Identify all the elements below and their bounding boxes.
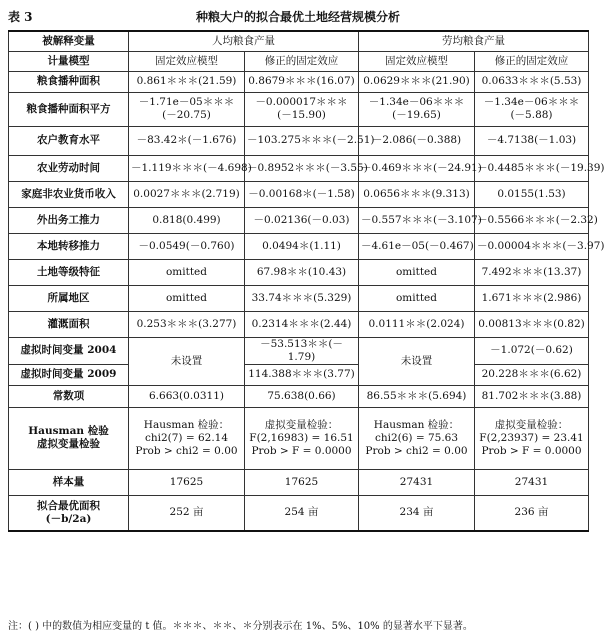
coef-cell <box>245 71 359 92</box>
coef-cell-line: －2.086(－0.388) <box>371 134 462 146</box>
table-row <box>9 469 589 495</box>
optimum-cell-line: 234 亩 <box>399 506 434 519</box>
row-label <box>9 181 129 207</box>
row-label-line: 常数项 <box>52 389 85 402</box>
coef-cell: 114.388＊＊＊(3.77) <box>245 364 359 385</box>
table-body <box>9 31 605 531</box>
row-label <box>9 126 129 155</box>
coef-cell-line: －0.02136(－0.03) <box>253 213 350 226</box>
row-label <box>9 207 129 233</box>
not-set-cell: 未设置 <box>359 337 475 385</box>
test-cell-line: 虚拟变量检验： <box>494 418 569 431</box>
test-cell-line: Prob > chi2 = 0.00 <box>135 444 238 457</box>
coef-cell: －1.072(－0.62) <box>475 337 589 364</box>
dep-var-group: 人均粮食产量 <box>129 31 359 51</box>
row-label-line: 拟合最优面积 <box>37 499 100 512</box>
row-label-line: 家庭非农业货币收入 <box>21 187 116 200</box>
regression-table <box>8 30 605 532</box>
model-name: 固定效应模型 <box>359 51 475 71</box>
row-label-line: 粮食播种面积 <box>37 75 100 87</box>
table-note: 注：( ) 中的数值为相应变量的 t 值。＊＊＊、＊＊、＊分别表示在 1%、5%、10% 的显著水平下显著。 <box>8 621 473 632</box>
coef-cell <box>129 385 245 407</box>
coef-cell-line: 7.492＊＊＊(13.37) <box>481 265 582 278</box>
coef-cell-line: －0.4485＊＊＊(－19.39) <box>477 161 605 174</box>
coef-cell <box>475 259 589 285</box>
row-label-line: 样本量 <box>52 475 85 488</box>
coef-cell-line: －83.42＊(－1.676) <box>136 134 237 146</box>
sample-cell <box>129 469 245 495</box>
coef-cell <box>245 259 359 285</box>
optimum-cell-line: 252 亩 <box>169 506 204 519</box>
sample-cell-line: 27431 <box>514 475 549 488</box>
table-row <box>9 181 589 207</box>
row-label-line: 虚拟变量检验 <box>37 438 100 450</box>
test-cell <box>475 407 589 469</box>
coef-cell-line: 0.0494＊(1.11) <box>262 239 341 252</box>
coef-cell-line: 0.00813＊＊＊(0.82) <box>478 317 585 330</box>
sample-cell <box>359 469 475 495</box>
coef-cell <box>245 207 359 233</box>
row-label <box>9 469 129 495</box>
table-row <box>9 259 589 285</box>
test-cell-line: Hausman 检验： <box>143 418 230 431</box>
row-label <box>9 71 129 92</box>
optimum-cell-line: 236 亩 <box>514 506 549 519</box>
test-cell-line: chi2(7) = 62.14 <box>144 431 229 444</box>
coef-cell <box>475 71 589 92</box>
coef-cell <box>129 71 245 92</box>
table-row <box>9 51 589 71</box>
coef-cell-line: 0.861＊＊＊(21.59) <box>136 75 237 87</box>
coef-cell <box>129 181 245 207</box>
optimum-cell <box>475 495 589 531</box>
not-set-cell: 未设置 <box>129 337 245 385</box>
coef-cell <box>245 385 359 407</box>
coef-cell-line: 0.8679＊＊＊(16.07) <box>248 75 355 87</box>
coef-cell-line: 6.663(0.0311) <box>149 389 224 402</box>
test-cell-line: 虚拟变量检验： <box>264 418 339 431</box>
coef-cell-line: －1.34e－06＊＊＊ <box>483 96 580 108</box>
coef-cell <box>475 207 598 233</box>
row-label: 虚拟时间变量 2009 <box>9 364 129 385</box>
table-row <box>9 285 589 311</box>
dep-var-label: 被解释变量 <box>9 31 129 51</box>
coef-cell-line: －0.5566＊＊＊(－2.32) <box>477 213 598 226</box>
sample-cell-line: 17625 <box>284 475 319 488</box>
sample-cell-line: 17625 <box>169 475 204 488</box>
test-cell <box>129 407 245 469</box>
sample-cell <box>475 469 589 495</box>
test-cell <box>245 407 359 469</box>
coef-cell-line: (－5.88) <box>510 109 553 121</box>
optimum-cell <box>245 495 359 531</box>
coef-cell-line: 0.253＊＊＊(3.277) <box>136 317 237 330</box>
table-row <box>9 233 589 259</box>
row-label-line: 农业劳动时间 <box>37 161 100 174</box>
coef-cell-line: 81.702＊＊＊(3.88) <box>481 389 582 402</box>
optimum-cell <box>129 495 245 531</box>
row-label-line: 土地等级特征 <box>37 265 100 278</box>
coef-cell <box>359 181 475 207</box>
coef-cell <box>245 233 359 259</box>
coef-cell-line: 0.0629＊＊＊(21.90) <box>363 75 470 87</box>
coef-cell-line: 0.0656＊＊＊(9.313) <box>363 187 470 200</box>
row-label-line: 本地转移推力 <box>37 239 100 252</box>
test-cell-line: chi2(6) = 75.63 <box>374 431 459 444</box>
table-row <box>9 31 589 51</box>
coef-cell <box>245 311 359 337</box>
row-label-line: Hausman 检验 <box>28 425 109 437</box>
coef-cell-line: 0.2314＊＊＊(2.44) <box>251 317 352 330</box>
test-cell-line: F(2,23937) = 23.41 <box>479 431 584 444</box>
coef-cell <box>129 207 245 233</box>
coef-cell <box>359 92 475 126</box>
coef-cell-line: omitted <box>395 291 437 304</box>
row-label-line: 所属地区 <box>47 291 90 304</box>
row-label-line: 农户教育水平 <box>37 134 100 146</box>
optimum-cell <box>359 495 475 531</box>
coef-cell-line: －1.71e－05＊＊＊ <box>138 96 235 108</box>
table-row <box>9 126 589 155</box>
row-label <box>9 155 129 181</box>
coef-cell-line: －0.00004＊＊＊(－3.97) <box>477 239 605 252</box>
coef-cell-line: －1.34e－06＊＊＊ <box>368 96 465 108</box>
table-row <box>9 385 589 407</box>
test-cell-line: Prob > F = 0.0000 <box>251 444 352 457</box>
coef-cell <box>359 233 475 259</box>
coef-cell-line: omitted <box>395 265 437 278</box>
table-number: 表 3 <box>8 10 33 24</box>
coef-cell-line: －0.557＊＊＊(－3.107) <box>361 213 482 226</box>
coef-cell <box>359 311 475 337</box>
coef-cell-line: 75.638(0.66) <box>267 389 336 402</box>
coef-cell <box>245 181 359 207</box>
coef-cell <box>129 311 245 337</box>
optimum-cell-line: 254 亩 <box>284 506 319 519</box>
coef-cell <box>129 259 245 285</box>
sample-cell-line: 27431 <box>399 475 434 488</box>
coef-cell <box>475 285 589 311</box>
coef-cell-line: 1.671＊＊＊(2.986) <box>481 291 582 304</box>
coef-cell <box>359 207 482 233</box>
model-name: 固定效应模型 <box>129 51 245 71</box>
coef-cell <box>129 155 252 181</box>
row-label <box>9 92 129 126</box>
coef-cell-line: omitted <box>165 265 207 278</box>
table-row <box>9 71 589 92</box>
coef-cell <box>245 155 368 181</box>
coef-cell-line: －4.7138(－1.03) <box>486 134 577 146</box>
row-label <box>9 495 129 531</box>
row-label <box>9 311 129 337</box>
coef-cell <box>245 92 359 126</box>
coef-cell <box>129 92 245 126</box>
coef-cell-line: －0.0549(－0.760) <box>138 239 235 252</box>
coef-cell <box>475 155 605 181</box>
coef-cell-line: －103.275＊＊＊(－2.51) <box>247 134 375 146</box>
model-label: 计量模型 <box>9 51 129 71</box>
coef-cell <box>475 92 589 126</box>
coef-cell <box>129 126 245 155</box>
model-name: 修正的固定效应 <box>475 51 589 71</box>
coef-cell <box>245 126 375 155</box>
table-row <box>9 364 589 385</box>
coef-cell <box>359 71 475 92</box>
coef-cell <box>359 126 475 155</box>
coef-cell <box>475 181 589 207</box>
row-label <box>9 285 129 311</box>
row-label <box>9 385 129 407</box>
row-label-line: (－b/2a) <box>45 512 92 525</box>
row-label <box>9 407 129 469</box>
coef-cell-line: －0.469＊＊＊(－24.91) <box>361 161 482 174</box>
coef-cell: －53.513＊＊(－1.79) <box>245 337 359 364</box>
coef-cell-line: 67.98＊＊(10.43) <box>256 265 347 278</box>
coef-cell-line: 0.0633＊＊＊(5.53) <box>481 75 582 87</box>
coef-cell <box>129 233 245 259</box>
coef-cell-line: －1.119＊＊＊(－4.698) <box>131 161 252 174</box>
table-row <box>9 155 589 181</box>
coef-cell <box>359 155 482 181</box>
coef-cell <box>475 233 605 259</box>
coef-cell-line: －4.61e－05(－0.467) <box>361 239 474 252</box>
model-name: 修正的固定效应 <box>245 51 359 71</box>
coef-cell-line: 0.818(0.499) <box>152 213 221 226</box>
table-row <box>9 337 589 364</box>
coef-cell-line: 0.0155(1.53) <box>497 187 566 200</box>
row-label-line: 外出务工推力 <box>37 213 100 226</box>
table-row <box>9 311 589 337</box>
coef-cell <box>359 285 475 311</box>
coef-cell <box>359 385 475 407</box>
coef-cell-line: 0.0111＊＊(2.024) <box>368 317 465 330</box>
coef-cell-line: －0.000017＊＊＊ <box>255 96 348 108</box>
sample-cell <box>245 469 359 495</box>
table-title: 种粮大户的拟合最优土地经营规模分析 <box>195 10 400 24</box>
coef-cell <box>475 385 589 407</box>
row-label-line: 粮食播种面积平方 <box>26 102 111 115</box>
coef-cell <box>129 285 245 311</box>
coef-cell <box>475 311 589 337</box>
coef-cell-line: (－15.90) <box>277 109 326 121</box>
coef-cell: 20.228＊＊＊(6.62) <box>475 364 589 385</box>
row-label-line: 灌溉面积 <box>47 317 90 330</box>
coef-cell-line: omitted <box>165 291 207 304</box>
test-cell-line: F(2,16983) = 16.51 <box>249 431 354 444</box>
coef-cell-line: (－19.65) <box>392 109 441 121</box>
coef-cell <box>245 285 359 311</box>
coef-cell-line: 86.55＊＊＊(5.694) <box>366 389 467 402</box>
table-row <box>9 495 589 531</box>
table-caption <box>8 6 588 28</box>
row-label: 虚拟时间变量 2004 <box>9 337 129 364</box>
test-cell-line: Prob > chi2 = 0.00 <box>365 444 468 457</box>
coef-cell <box>475 126 589 155</box>
coef-cell-line: －0.00168＊(－1.58) <box>248 187 355 200</box>
row-label <box>9 259 129 285</box>
row-label <box>9 233 129 259</box>
coef-cell-line: (－20.75) <box>162 109 211 121</box>
coef-cell-line: 33.74＊＊＊(5.329) <box>251 291 352 304</box>
test-cell <box>359 407 475 469</box>
table-row <box>9 407 589 469</box>
coef-cell <box>359 259 475 285</box>
test-cell-line: Prob > F = 0.0000 <box>481 444 582 457</box>
table-row <box>9 207 589 233</box>
coef-cell-line: 0.0027＊＊＊(2.719) <box>133 187 240 200</box>
test-cell-line: Hausman 检验： <box>373 418 460 431</box>
coef-cell-line: －0.8952＊＊＊(－3.55) <box>247 161 368 174</box>
dep-var-group: 劳均粮食产量 <box>359 31 589 51</box>
table-row <box>9 92 589 126</box>
